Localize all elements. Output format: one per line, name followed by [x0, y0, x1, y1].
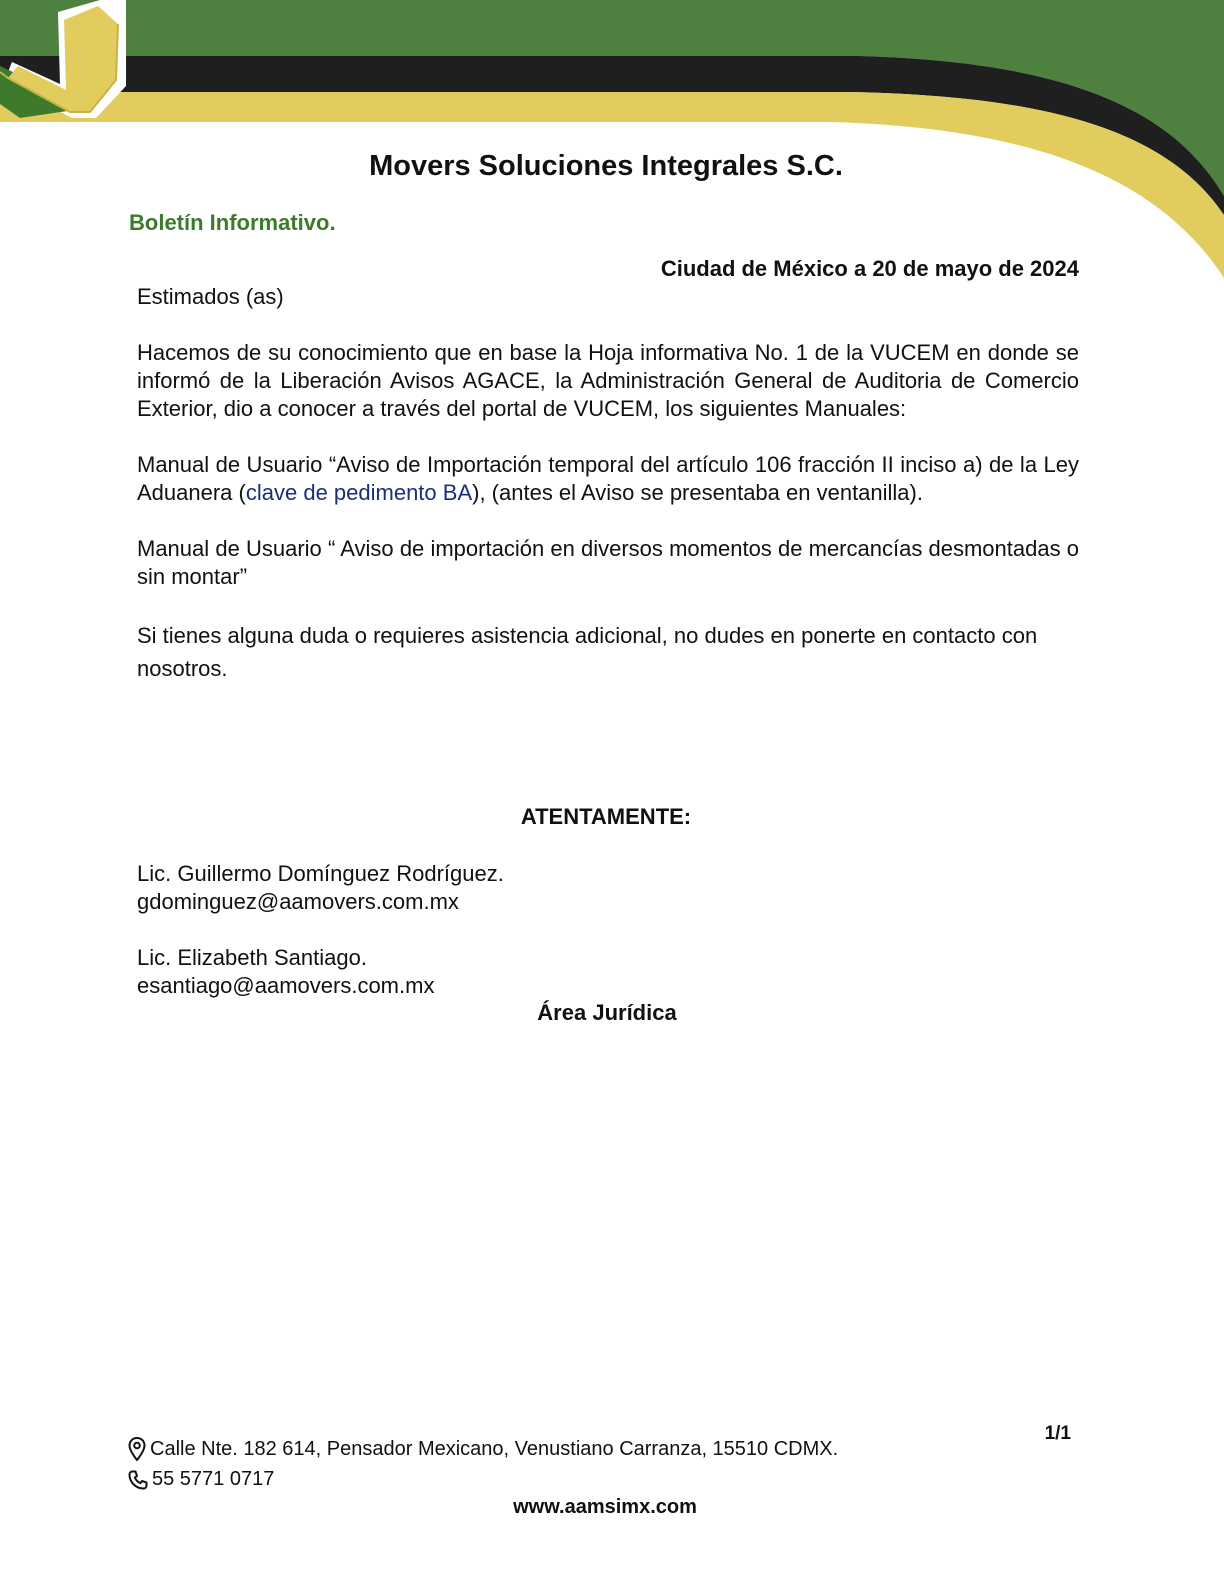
manual-paragraph-2: Manual de Usuario “ Aviso de importación en diversos momentos de mercancías desmontadas o sin montar”	[137, 536, 1079, 589]
signers-block	[137, 860, 504, 1000]
intro-paragraph: Hacemos de su conocimiento que en base la Hoja informativa No. 1 de la VUCEM en donde se informó de la Liberación Avisos AGACE, la Administración General de Auditoria de Comercio Exterior, dio a conocer a través del portal de VUCEM, los siguientes Manuales:	[137, 340, 1079, 421]
location-pin-icon	[128, 1437, 146, 1461]
signer2-email[interactable]: esantiago@aamovers.com.mx	[137, 973, 435, 998]
header-banner	[0, 0, 1224, 290]
greeting: Estimados (as)	[137, 284, 284, 309]
signer1-email[interactable]: gdominguez@aamovers.com.mx	[137, 889, 459, 914]
department-label: Área Jurídica	[537, 1000, 677, 1025]
phone-text: 55 5771 0717	[152, 1468, 275, 1490]
phone-icon	[128, 1470, 148, 1490]
manual-paragraph-1	[137, 451, 1079, 507]
date-line: Ciudad de México a 20 de mayo de 2024	[660, 256, 1079, 281]
sign-off: ATENTAMENTE:	[520, 804, 692, 829]
letter-body	[137, 283, 1079, 685]
footer-phone	[128, 1468, 274, 1491]
pedimento-link[interactable]: clave de pedimento BA	[245, 480, 473, 505]
bulletin-label: Boletín Informativo.	[129, 210, 336, 235]
footer-address	[128, 1437, 838, 1461]
page-number: 1/1	[1044, 1423, 1071, 1444]
company-name: Movers Soluciones Integrales S.C.	[369, 150, 843, 182]
address-text: Calle Nte. 182 614, Pensador Mexicano, Venustiano Carranza, 15510 CDMX.	[150, 1437, 839, 1460]
signer1-name: Lic. Guillermo Domínguez Rodríguez.	[137, 861, 504, 886]
manual1-text-end: ), (antes el Aviso se presentaba en ventanilla).	[472, 480, 923, 505]
manual1-text-start: Manual de Usuario “Aviso de Importación temporal del artículo 106 fracción II inciso a) de la Ley Aduanera (	[137, 452, 1079, 505]
signer2-name: Lic. Elizabeth Santiago.	[137, 945, 367, 970]
website-link[interactable]: www.aamsimx.com	[513, 1496, 697, 1518]
closing-paragraph: Si tienes alguna duda o requieres asistencia adicional, no dudes en ponerte en contacto con nosotros.	[137, 623, 1038, 681]
